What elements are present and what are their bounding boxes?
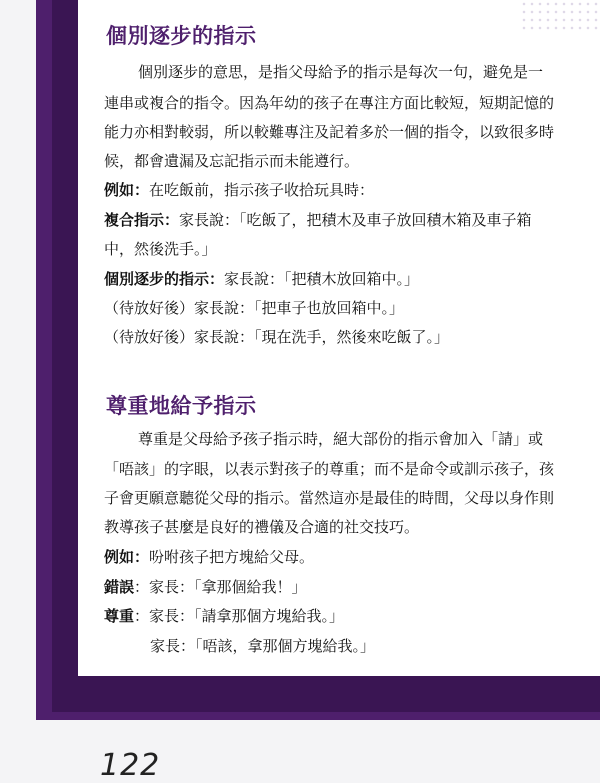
- dot-pattern-decoration: [520, 0, 600, 30]
- paragraph-line: 個別逐步的意思，是指父母給予的指示是每次一句，避免是一: [138, 63, 544, 81]
- example-line: [104, 549, 314, 566]
- respect-example-line-2: 家長：「唔該，拿那個方塊給我。」: [150, 637, 376, 655]
- wrong-text: ：家長：「拿那個給我！」: [134, 578, 307, 596]
- step-instruction-line: [104, 271, 419, 288]
- compound-label: 複合指示：: [104, 211, 180, 229]
- example-text: 吩咐孩子把方塊給父母。: [149, 548, 315, 566]
- respect-text: ：家長：「請拿那個方塊給我。」: [134, 607, 345, 625]
- example-label: 例如：: [104, 548, 150, 566]
- paragraph-line: 能力亦相對較弱，所以較難專注及記着多於一個的指令，以致很多時: [104, 123, 555, 141]
- paragraph-line: 候，都會遺漏及忘記指示而未能遵行。: [104, 152, 360, 170]
- step-instruction-line-3: （待放好後）家長說：「現在洗手，然後來吃飯了。」: [104, 328, 450, 346]
- wrong-label: 錯誤: [104, 578, 135, 596]
- paragraph-line: 教導孩子甚麼是良好的禮儀及合適的社交技巧。: [104, 518, 420, 536]
- respect-label: 尊重: [104, 607, 135, 625]
- paragraph-line: 尊重是父母給予孩子指示時，絕大部份的指示會加入「請」或: [138, 430, 544, 448]
- compound-text: 家長說：「吃飯了，把積木及車子放回積木箱及車子箱: [179, 211, 532, 229]
- step-instruction-line-2: （待放好後）家長說：「把車子也放回箱中。」: [104, 299, 405, 317]
- compound-instruction-line-2: 中，然後洗手。」: [104, 240, 217, 258]
- step-label: 個別逐步的指示：: [104, 270, 225, 288]
- wrong-example-line: [104, 579, 307, 596]
- paragraph-line: 子會更願意聽從父母的指示。當然這亦是最佳的時間，父母以身作則: [104, 489, 555, 507]
- example-label: 例如：: [104, 181, 150, 199]
- paragraph-line: 「唔該」的字眼，以表示對孩子的尊重；而不是命令或訓示孩子，孩: [104, 460, 555, 478]
- compound-instruction-line: [104, 212, 532, 229]
- respect-example-line: [104, 608, 344, 625]
- section-title-respectful: 尊重地給予指示: [106, 394, 257, 418]
- example-text: 在吃飯前，指示孩子收拾玩具時：: [149, 181, 375, 199]
- step-text: 家長說：「把積木放回箱中。」: [224, 270, 420, 288]
- example-line: [104, 182, 374, 199]
- page-number: 122: [100, 748, 161, 783]
- paragraph-line: 連串或複合的指令。因為年幼的孩子在專注方面比較短，短期記憶的: [104, 94, 555, 112]
- section-title-step-by-step: 個別逐步的指示: [106, 24, 257, 48]
